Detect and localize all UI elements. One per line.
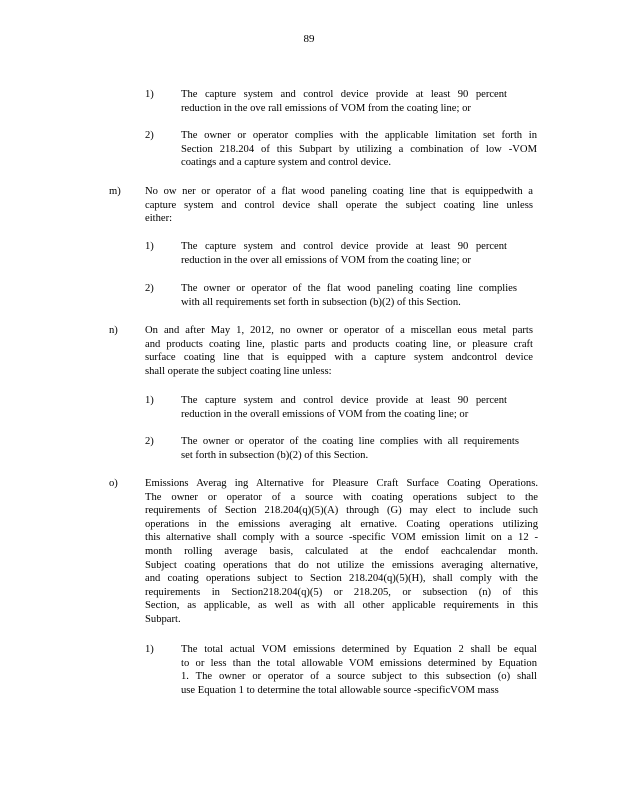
- text-line: The owner or operator of a source with coating operations subject to the: [145, 491, 538, 503]
- text-line: use Equation 1 to determine the total allowable source -specificVOM mass: [181, 684, 499, 696]
- text-line: requirements in Section218.204(q)(5) or 218.205, or subsection (n) of this: [145, 586, 538, 598]
- item-text: [181, 394, 507, 421]
- item-number: 1): [145, 395, 154, 406]
- item-text: [181, 435, 519, 462]
- item-number: 2): [145, 130, 154, 141]
- text-line: The owner or operator of the flat wood paneling coating line complies: [181, 283, 517, 294]
- text-line: The owner or operator complies with the applicable limitation set forth in: [181, 130, 537, 141]
- text-line: and coating operations subject to Section 218.204(q)(5)(H), shall comply with the: [145, 573, 538, 585]
- text-line: reduction in the overall emissions of VOM from the coating line; or: [181, 408, 469, 420]
- text-line: Section, as applicable, as well as with all other applicable requirements in this: [145, 600, 538, 612]
- item-number: m): [109, 186, 121, 197]
- text-line: Subject coating operations that do not utilize the emissions averaging alternative,: [145, 559, 538, 571]
- item-number: 2): [145, 283, 154, 294]
- item-text: [181, 643, 537, 697]
- item-text: [145, 477, 538, 627]
- text-line: set forth in subsection (b)(2) of this Section.: [181, 449, 369, 461]
- text-line: reduction in the over all emissions of VOM from the coating line; or: [181, 254, 471, 266]
- item-number: n): [109, 325, 118, 336]
- text-line: requirements of Section 218.204(q)(5)(A) through (G) may elect to include such: [145, 505, 538, 517]
- text-line: month rolling average basis, calculated at the endof eachcalendar month.: [145, 545, 538, 557]
- text-line: surface coating line that is equipped with a capture system andcontrol device: [145, 352, 533, 364]
- item-text: [181, 240, 507, 267]
- text-line: with all requirements set forth in subsection (b)(2) of this Section.: [181, 296, 461, 308]
- item-number: 1): [145, 644, 154, 655]
- text-line: coatings and a capture system and control device.: [181, 157, 392, 169]
- item-text: [181, 129, 537, 170]
- item-text: [181, 88, 507, 115]
- text-line: capture system and control device shall operate the subject coating line unless: [145, 199, 533, 211]
- item-text: [145, 185, 533, 226]
- text-line: shall operate the subject coating line unless:: [145, 365, 332, 377]
- text-line: reduction in the ove rall emissions of VOM from the coating line; or: [181, 102, 471, 114]
- text-line: On and after May 1, 2012, no owner or operator of a miscellan eous metal parts: [145, 325, 533, 336]
- item-number: 1): [145, 241, 154, 252]
- item-number: 1): [145, 89, 154, 100]
- item-text: [145, 324, 533, 378]
- text-line: Section 218.204 of this Subpart by utilizing a combination of low -VOM: [181, 143, 537, 155]
- item-number: 2): [145, 436, 154, 447]
- item-number: o): [109, 478, 118, 489]
- text-line: either:: [145, 213, 173, 225]
- text-line: Emissions Averag ing Alternative for Pleasure Craft Surface Coating Operations.: [145, 478, 538, 489]
- text-line: The total actual VOM emissions determined by Equation 2 shall be equal: [181, 644, 537, 655]
- text-line: The capture system and control device provide at least 90 percent: [181, 395, 507, 406]
- page-number: 89: [303, 33, 315, 45]
- text-line: operations in the emissions averaging alt ernative. Coating operations utilizing: [145, 518, 538, 530]
- text-line: Subpart.: [145, 613, 181, 625]
- text-line: The owner or operator of the coating line complies with all requirements: [181, 436, 519, 447]
- text-line: No ow ner or operator of a flat wood paneling coating line that is equippedwith a: [145, 186, 533, 197]
- text-line: this alternative shall comply with a source -specific VOM emission limit on a 12 -: [145, 532, 538, 544]
- text-line: The capture system and control device provide at least 90 percent: [181, 241, 507, 252]
- text-line: The capture system and control device provide at least 90 percent: [181, 89, 507, 100]
- text-line: 1. The owner or operator of a source subject to this subsection (o) shall: [181, 671, 537, 683]
- text-line: to or less than the total allowable VOM emissions determined by Equation: [181, 657, 537, 669]
- item-text: [181, 282, 517, 309]
- text-line: and products coating line, plastic parts and products coating line, or pleasure craft: [145, 338, 533, 350]
